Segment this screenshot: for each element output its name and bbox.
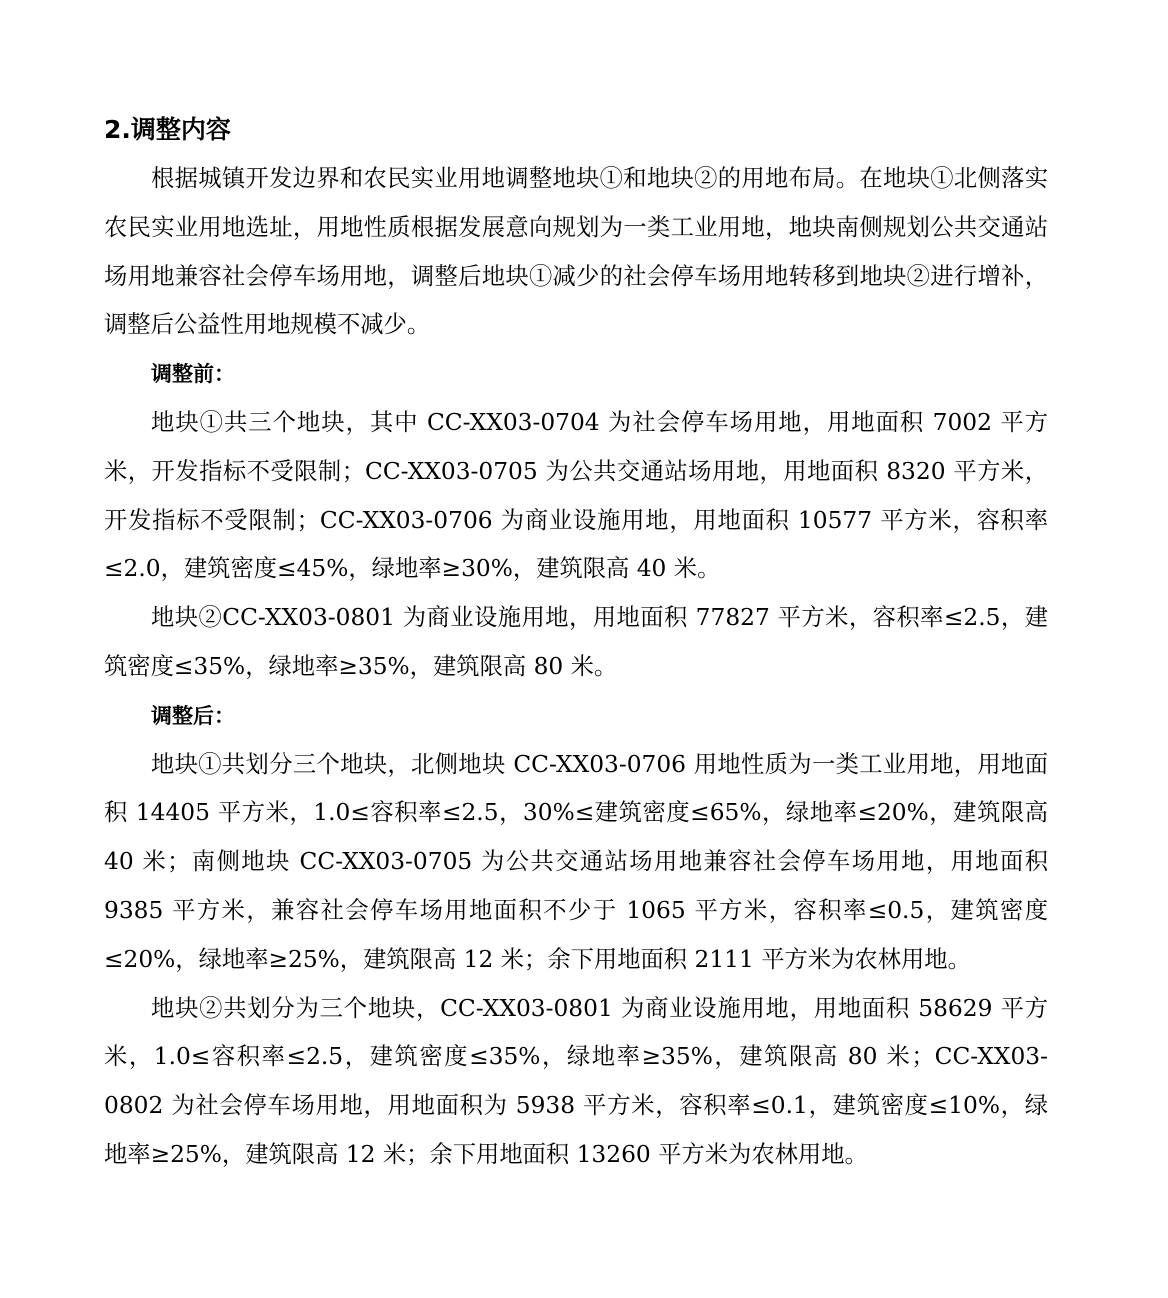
after-parcel1-paragraph: 地块①共划分三个地块，北侧地块 CC-XX03-0706 用地性质为一类工业用地，用地面积 14405 平方米，1.0≤容积率≤2.5，30%≤建筑密度≤65%，绿地率≤20%，建筑限高 40 米；南侧地块 CC-XX03-0705 为公共交通站场用地兼容社会停车场用地，用地面积 9385 平方米，兼容社会停车场用地面积不少于 1065 平方米，容积率≤0.5，建筑密度≤20%，绿地率≥25%，建筑限高 12 米；余下用地面积 2111 平方米为农林用地。 (104, 750, 1048, 973)
intro-paragraph: 根据城镇开发边界和农民实业用地调整地块①和地块②的用地布局。在地块①北侧落实农民实业用地选址，用地性质根据发展意向规划为一类工业用地，地块南侧规划公共交通站场用地兼容社会停车场用地，调整后地块①减少的社会停车场用地转移到地块②进行增补，调整后公益性用地规模不减少。 (104, 165, 1048, 339)
before-parcel2-paragraph: 地块②CC-XX03-0801 为商业设施用地，用地面积 77827 平方米，容积率≤2.5，建筑密度≤35%，绿地率≥35%，建筑限高 80 米。 (104, 604, 1048, 680)
section-title: 2.调整内容 (104, 115, 231, 144)
document-page (104, 106, 1048, 1180)
after-heading: 调整后： (151, 703, 235, 728)
before-heading: 调整前： (151, 362, 235, 387)
before-parcel1-paragraph: 地块①共三个地块，其中 CC-XX03-0704 为社会停车场用地，用地面积 7002 平方米，开发指标不受限制；CC-XX03-0705 为公共交通站场用地，用地面积 8320 平方米，开发指标不受限制；CC-XX03-0706 为商业设施用地，用地面积 10577 平方米，容积率≤2.0，建筑密度≤45%，绿地率≥30%，建筑限高 40 米。 (104, 408, 1048, 583)
after-parcel2-paragraph: 地块②共划分为三个地块，CC-XX03-0801 为商业设施用地，用地面积 58629 平方米，1.0≤容积率≤2.5，建筑密度≤35%，绿地率≥35%，建筑限高 80 米；CC-XX03-0802 为社会停车场用地，用地面积为 5938 平方米，容积率≤0.1，建筑密度≤10%，绿地率≥25%，建筑限高 12 米；余下用地面积 13260 平方米为农林用地。 (104, 994, 1048, 1168)
